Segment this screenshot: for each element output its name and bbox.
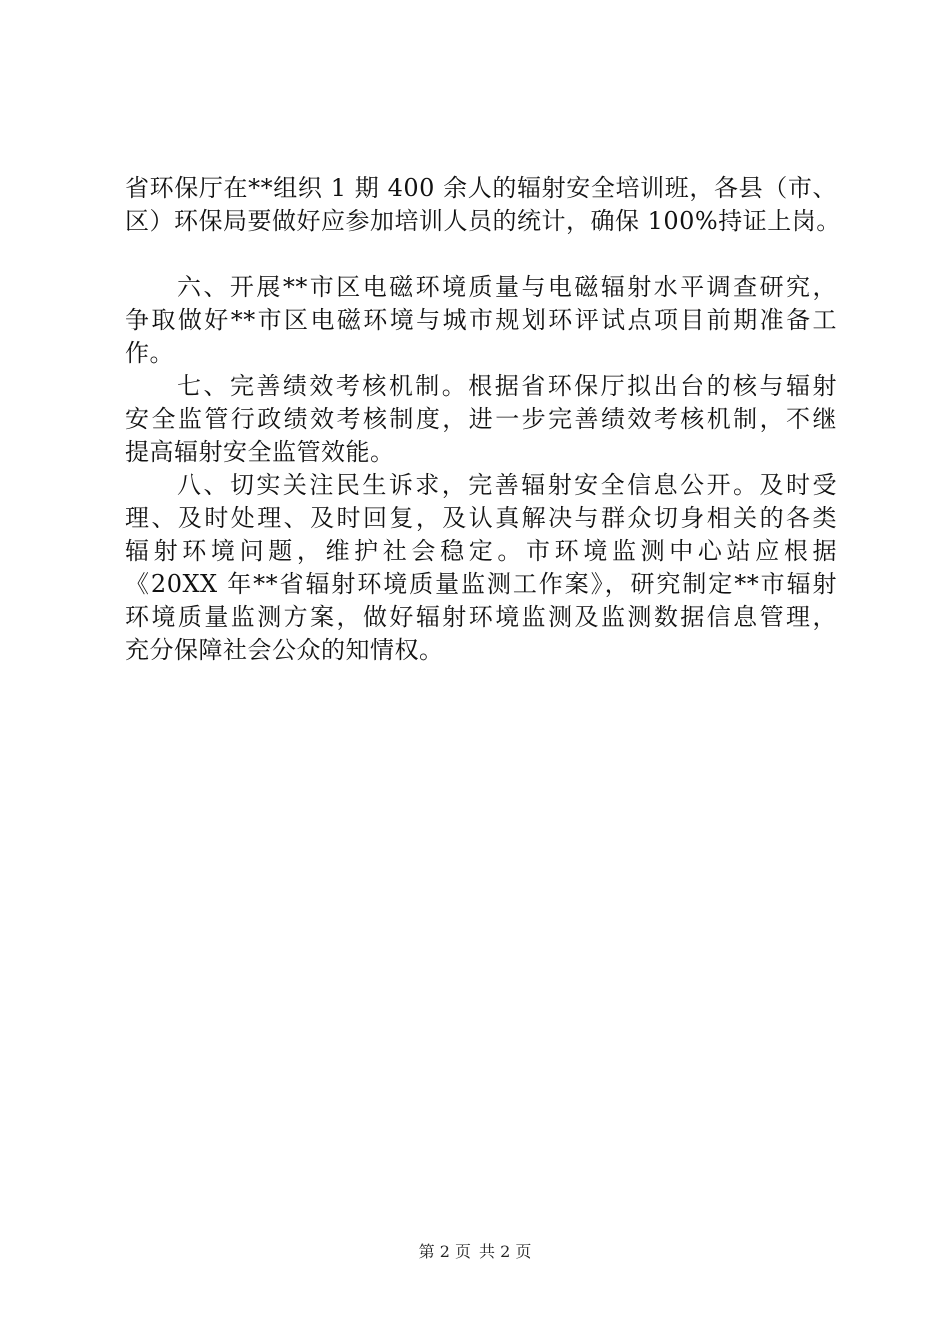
paragraph-six bbox=[125, 271, 837, 370]
text-line: 安全监管行政绩效考核制度，进一步完善绩效考核机制，不继 bbox=[125, 405, 837, 433]
paragraph-seven bbox=[125, 370, 837, 469]
text-line: 六、开展**市区电磁环境质量与电磁辐射水平调查研究， bbox=[177, 273, 837, 301]
text-line: 提高辐射安全监管效能。 bbox=[125, 438, 395, 466]
text-line: 作。 bbox=[125, 339, 174, 367]
text-line: 辐射环境问题，维护社会稳定。市环境监测中心站应根据 bbox=[125, 537, 837, 565]
text-line: 省环保厅在**组织 1 期 400 余人的辐射安全培训班，各县（市、 bbox=[125, 174, 837, 202]
text-line: 区）环保局要做好应参加培训人员的统计，确保 100%持证上岗。 bbox=[125, 207, 841, 235]
paragraph-training bbox=[125, 172, 841, 238]
text-line: 环境质量监测方案，做好辐射环境监测及监测数据信息管理， bbox=[125, 603, 837, 631]
text-line: 理、及时处理、及时回复，及认真解决与群众切身相关的各类 bbox=[125, 504, 837, 532]
text-line: 《20XX 年**省辐射环境质量监测工作案》，研究制定**市辐射 bbox=[125, 570, 837, 598]
text-line: 七、完善绩效考核机制。根据省环保厅拟出台的核与辐射 bbox=[177, 372, 837, 400]
paragraph-eight bbox=[125, 469, 837, 667]
page-total: 共 2 页 bbox=[479, 1242, 532, 1261]
page-number: 第 2 页 bbox=[418, 1242, 471, 1261]
document-body bbox=[125, 172, 841, 667]
page-footer bbox=[0, 1242, 950, 1262]
text-line: 充分保障社会公众的知情权。 bbox=[125, 636, 444, 664]
paragraph-spacer bbox=[125, 238, 837, 271]
text-line: 争取做好**市区电磁环境与城市规划环评试点项目前期准备工 bbox=[125, 306, 837, 334]
text-line: 八、切实关注民生诉求，完善辐射安全信息公开。及时受 bbox=[177, 471, 837, 499]
